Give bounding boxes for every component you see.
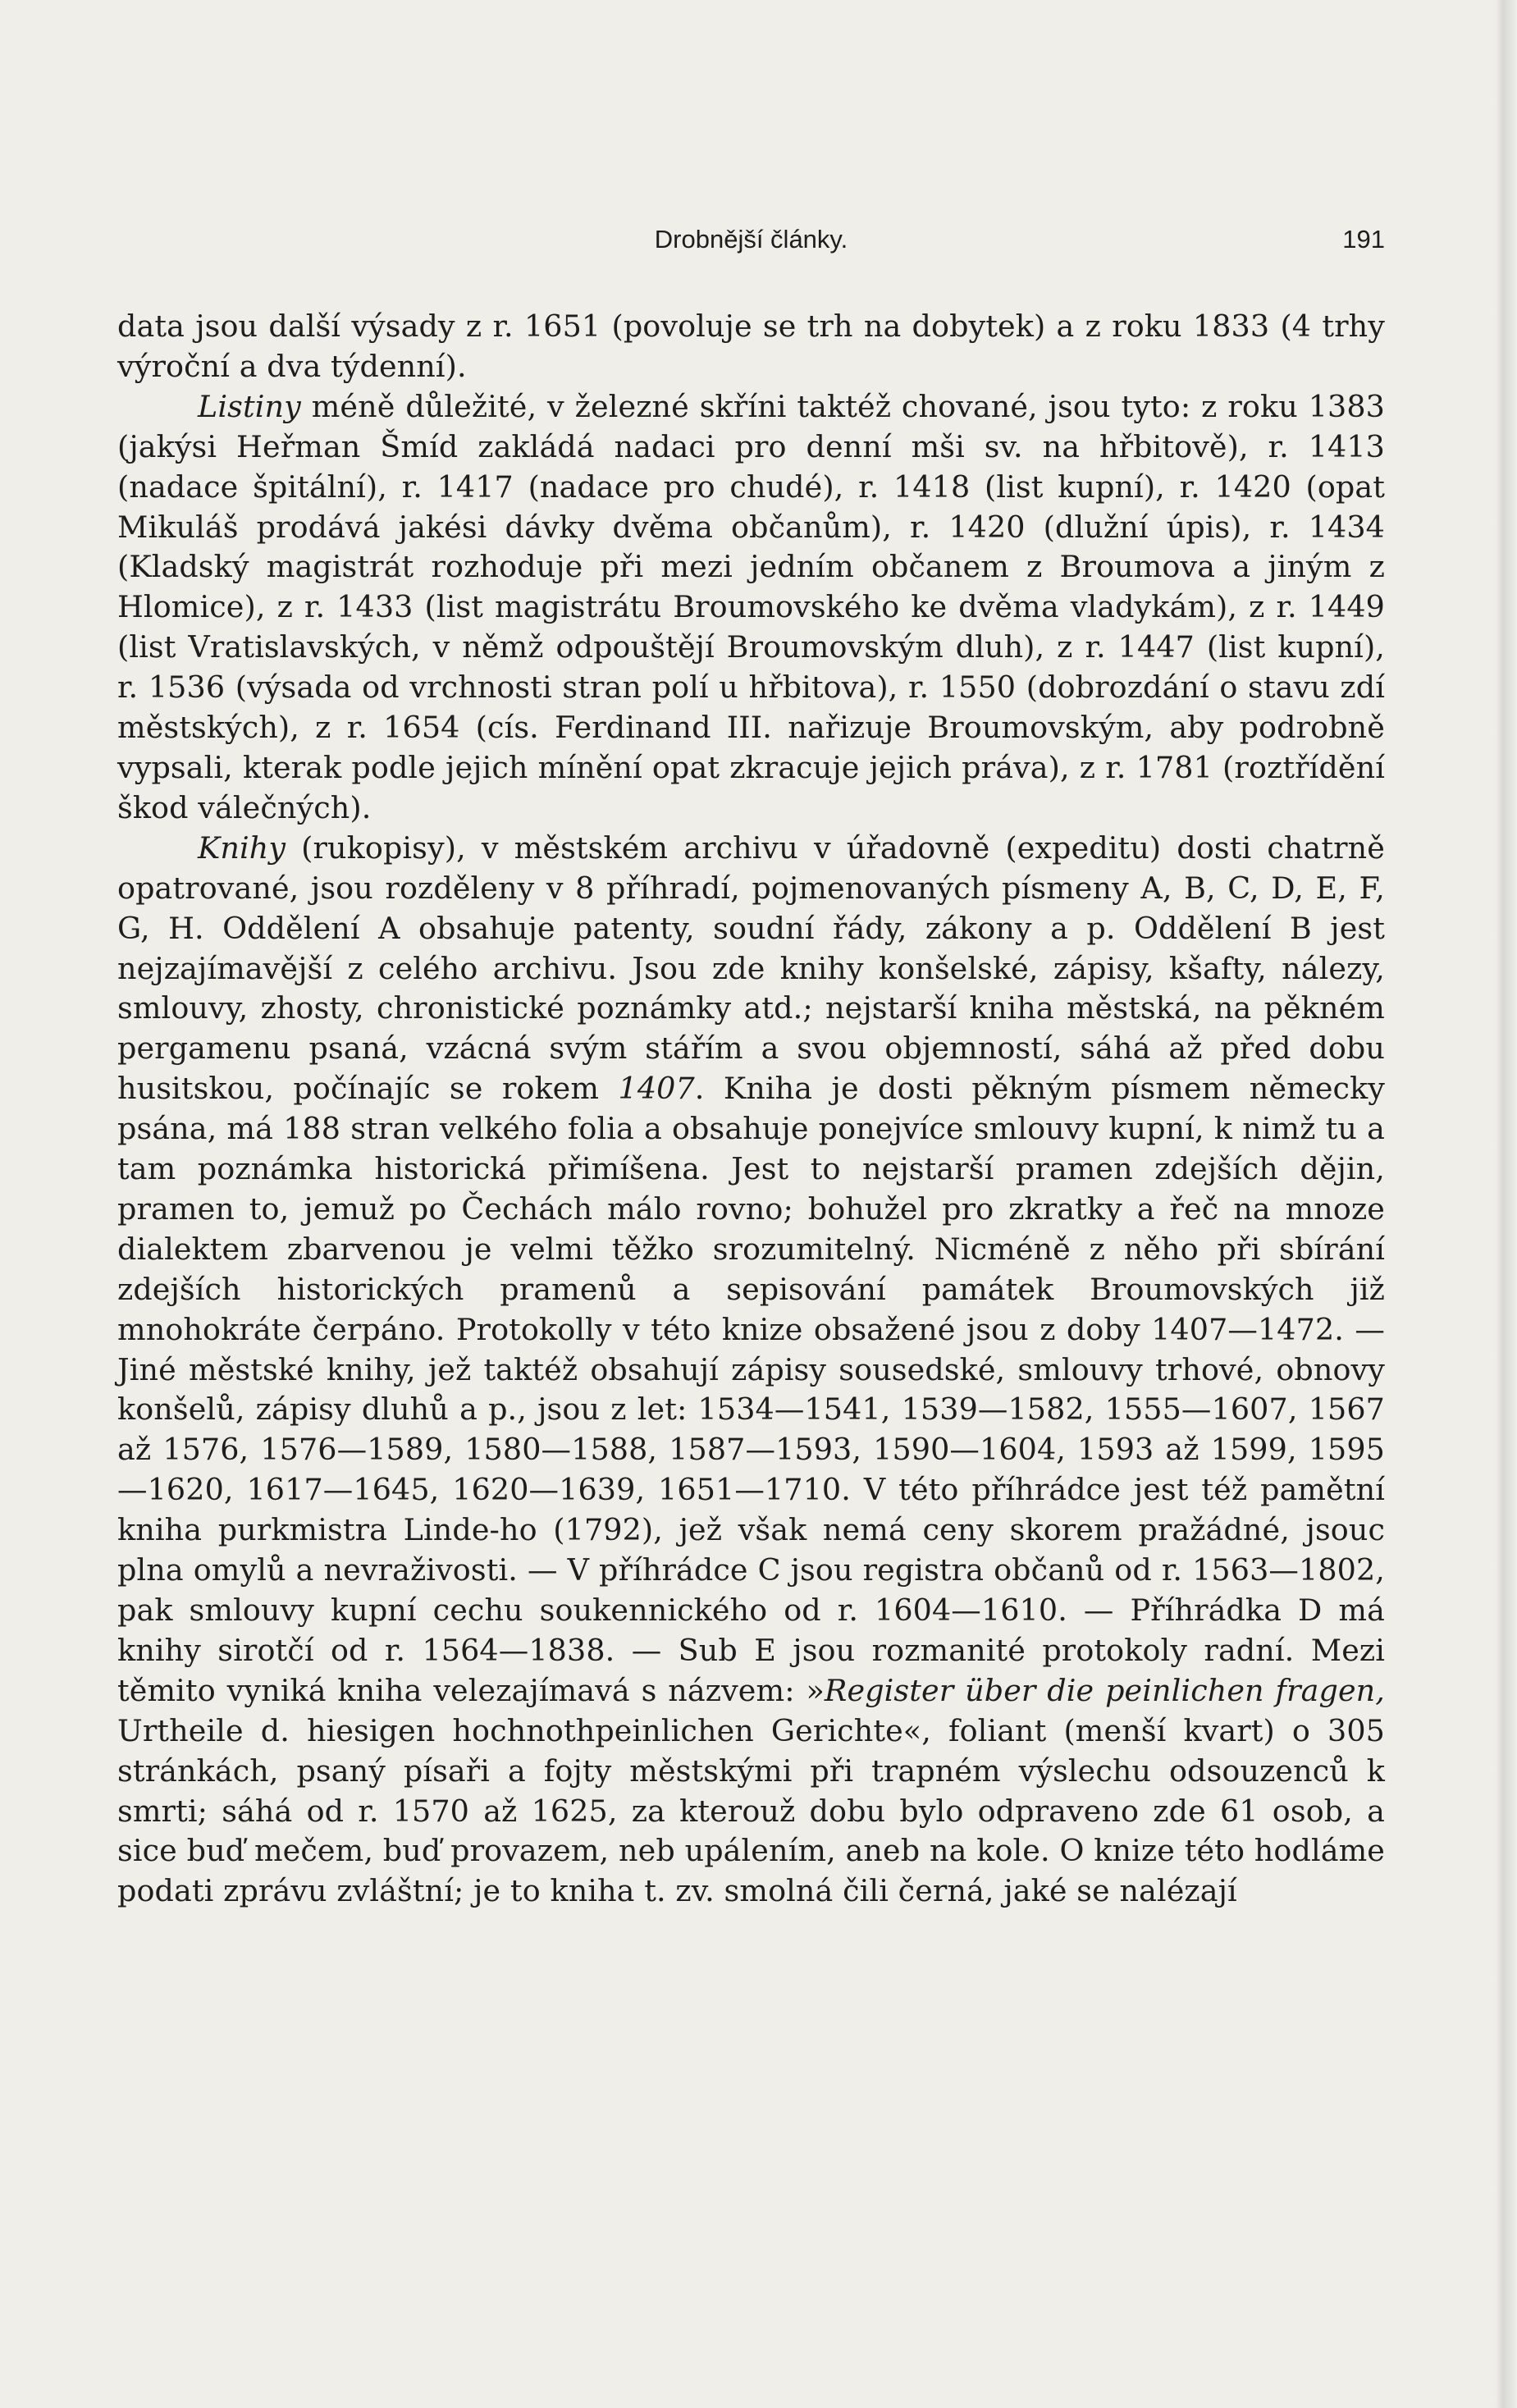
paragraph-knihy-text-c: Urtheile d. hiesigen hochnothpeinlichen Gerichte«, foliant (menší kvart) o 305 stránkách, psaný písaři a fojty městskými při trapném výslechu odsouzenců k smrti; sáhá od r. 1570 až 1625, za kterouž dobu bylo odpraveno zde 61 osob, a sice buď mečem, buď provazem, neb upálením, aneb na kole. O knize této hodláme podati zprávu zvláštní; je to kniha t. zv. smolná čili černá, jaké se nalézají (117, 1712, 1385, 1909)
paragraph-continuation: data jsou další výsady z r. 1651 (povoluje se trh na dobytek) a z roku 1833 (4 trhy výroční a dva týdenní). (117, 308, 1385, 384)
running-title: Drobnější články. (654, 225, 848, 254)
page-number: 191 (1342, 225, 1385, 254)
paragraph-listiny-text: méně důležité, v železné skříni taktéž chované, jsou tyto: z roku 1383 (jakýsi Heřman Šmíd zakládá nadaci pro denní mši sv. na hřbitově), r. 1413 (nadace špitální), r. 1417 (nadace pro chudé), r. 1418 (list kupní), r. 1420 (opat Mikuláš prodává jakési dávky dvěma občanům), r. 1420 (dlužní úpis), r. 1434 (Kladský magistrát rozhoduje při mezi jedním občanem z Broumova a jiným z Hlomice), z r. 1433 (list magistrátu Broumovského ke dvěma vladykám), z r. 1449 (list Vratislavských, v němž odpouštějí Broumovským dluh), z r. 1447 (list kupní), r. 1536 (výsada od vrchnosti stran polí u hřbitova), r. 1550 (dobrozdání o stavu zdí městských), z r. 1654 (cís. Ferdinand III. nařizuje Broumovským, aby podrobně vypsali, kterak podle jejich mínění opat zkracuje jejich práva), z r. 1781 (roztřídění škod válečných). (117, 388, 1385, 825)
book-title-italic: Register über die peinlichen fragen, (824, 1672, 1385, 1708)
paragraph-knihy (117, 829, 1385, 1912)
paragraph-knihy-text-b: . Kniha je dosti pěkným písmem německy psána, má 188 stran velkého folia a obsahuje ponejvíce smlouvy kupní, k nimž tu a tam poznámka historická přimíšena. Jest to nejstarší pramen zdejších dějin, pramen to, jemuž po Čechách málo rovno; bohužel pro zkratky a řeč na mnoze dialektem zbarvenou je velmi těžko srozumitelný. Nicméně z něho při sbírání zdejších historických pramenů a sepisování památek Broumovských již mnohokráte čerpáno. Protokolly v této knize obsažené jsou z doby 1407—1472. — Jiné městské knihy, jež taktéž obsahují zápisy sousedské, smlouvy trhové, obnovy konšelů, zápisy dluhů a p., jsou z let: 1534—1541, 1539—1582, 1555—1607, 1567 až 1576, 1576—1589, 1580—1588, 1587—1593, 1590—1604, 1593 až 1599, 1595—1620, 1617—1645, 1620—1639, 1651—1710. V této příhrádce jest též pamětní kniha purkmistra Linde-ho (1792), jež však nemá ceny skorem pražádné, jsouc plna omylů a nevraživosti. — V příhrádce C jsou registra občanů od r. 1563—1802, pak smlouvy kupní cechu soukennického od r. 1604—1610. — Příhrádka D má knihy sirotčí od r. 1564—1838. — Sub E jsou rozmanité protokoly radní. Mezi těmito vyniká kniha velezajímavá s názvem: » (117, 1071, 1386, 1708)
page-header (117, 225, 1385, 264)
section-label-listiny: Listiny (198, 388, 301, 424)
handwritten-year: 1407 (618, 1071, 695, 1107)
paragraph-listiny (117, 387, 1385, 829)
scan-edge (1496, 0, 1517, 2408)
body-text (117, 307, 1385, 1912)
section-label-knihy: Knihy (198, 829, 286, 866)
paragraph-knihy-text-a: (rukopisy), v městském archivu v úřadovně (expeditu) dosti chatrně opatrované, jsou rozděleny v 8 příhradí, pojmenovaných písmeny A, B, C, D, E, F, G, H. Oddělení A obsahuje patenty, soudní řády, zákony a p. Oddělení B jest nejzajímavější z celého archivu. Jsou zde knihy konšelské, zápisy, kšafty, nálezy, smlouvy, zhosty, chronistické poznámky atd.; nejstarší kniha městská, na pěkném pergamenu psaná, vzácná svým stářím a svou objemností, sáhá až před dobu husitskou, počínajíc se rokem (117, 829, 1385, 1107)
